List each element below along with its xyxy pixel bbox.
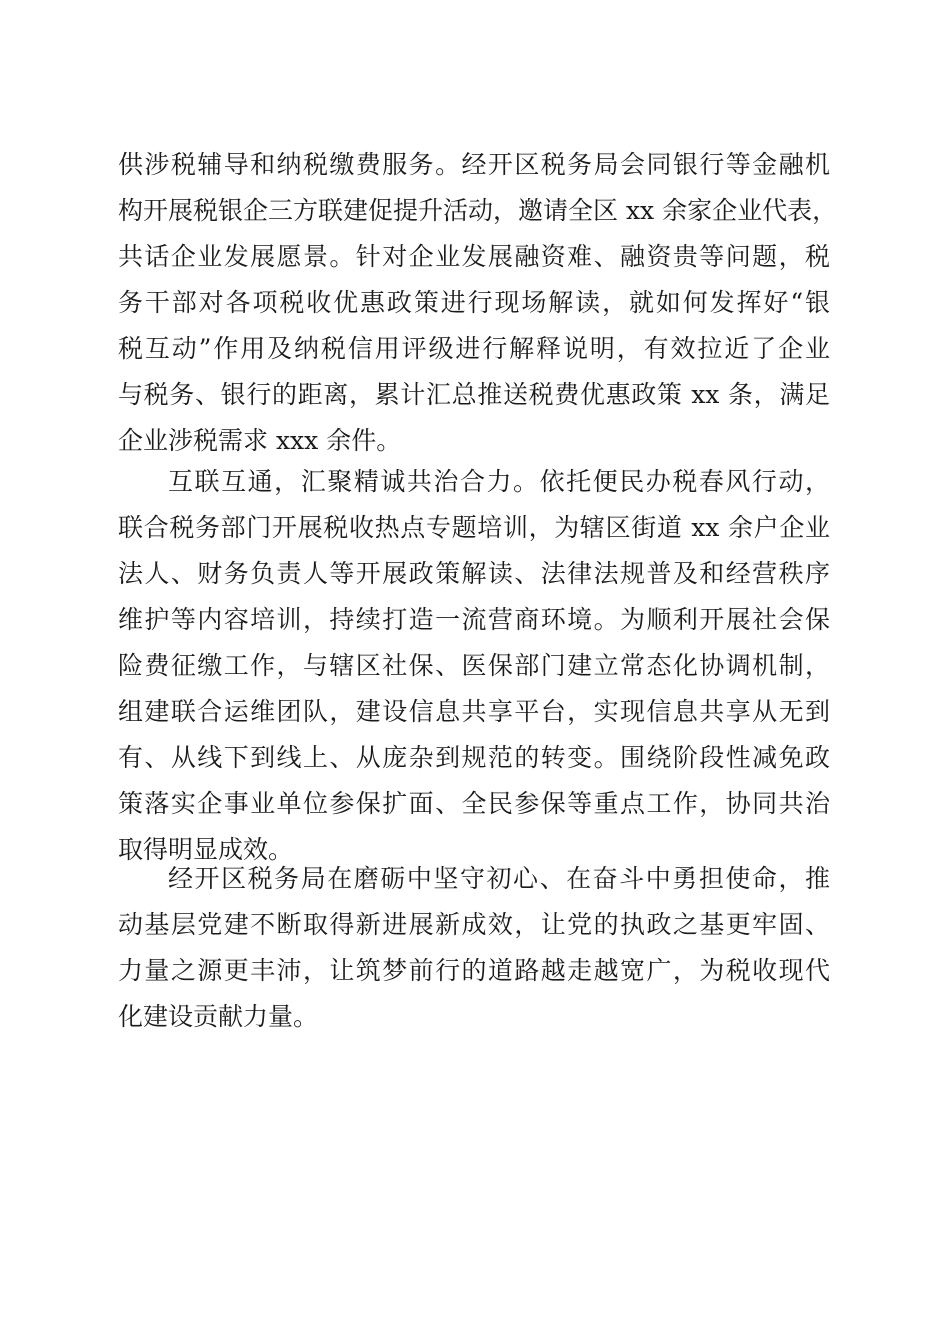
- paragraph-interconnection: [118, 459, 830, 873]
- text-line: 维护等内容培训，持续打造一流营商环境。为顺利开展社会保: [118, 605, 830, 634]
- text-line: 有、从线下到线上、从庞杂到规范的转变。围绕阶段性减免政: [118, 743, 830, 772]
- text-line: 互联互通，汇聚精诚共治合力。依托便民办税春风行动，: [168, 467, 830, 496]
- text-line: 化建设贡献力量。: [118, 1002, 319, 1031]
- text-line: 动基层党建不断取得新进展新成效，让党的执政之基更牢固、: [118, 910, 830, 939]
- text-line: 险费征缴工作，与辖区社保、医保部门建立常态化协调机制，: [118, 651, 830, 680]
- text-line: 务干部对各项税收优惠政策进行现场解读，就如何发挥好“银: [118, 288, 830, 317]
- text-line: 法人、财务负责人等开展政策解读、法律法规普及和经营秩序: [118, 559, 830, 588]
- text-line: 力量之源更丰沛，让筑梦前行的道路越走越宽广，为税收现代: [118, 956, 830, 985]
- text-line: 税互动”作用及纳税信用评级进行解释说明，有效拉近了企业: [118, 334, 830, 363]
- text-line: 组建联合运维团队，建设信息共享平台，实现信息共享从无到: [118, 697, 830, 726]
- text-line: 构开展税银企三方联建促提升活动，邀请全区 xx 余家企业代表，: [118, 196, 838, 225]
- paragraph-conclusion: [118, 856, 830, 1040]
- text-line: 经开区税务局在磨砺中坚守初心、在奋斗中勇担使命，推: [168, 864, 830, 893]
- text-line: 联合税务部门开展税收热点专题培训，为辖区街道 xx 余户企业: [118, 513, 830, 542]
- text-line: 取得明显成效。: [118, 835, 294, 864]
- text-line: 供涉税辅导和纳税缴费服务。经开区税务局会同银行等金融机: [118, 150, 830, 179]
- paragraph-tax-services: [118, 142, 838, 464]
- text-line: 策落实企事业单位参保扩面、全民参保等重点工作，协同共治: [118, 789, 830, 818]
- text-line: 企业涉税需求 xxx 余件。: [118, 426, 402, 455]
- text-line: 与税务、银行的距离，累计汇总推送税费优惠政策 xx 条，满足: [118, 380, 830, 409]
- text-line: 共话企业发展愿景。针对企业发展融资难、融资贵等问题，税: [118, 242, 830, 271]
